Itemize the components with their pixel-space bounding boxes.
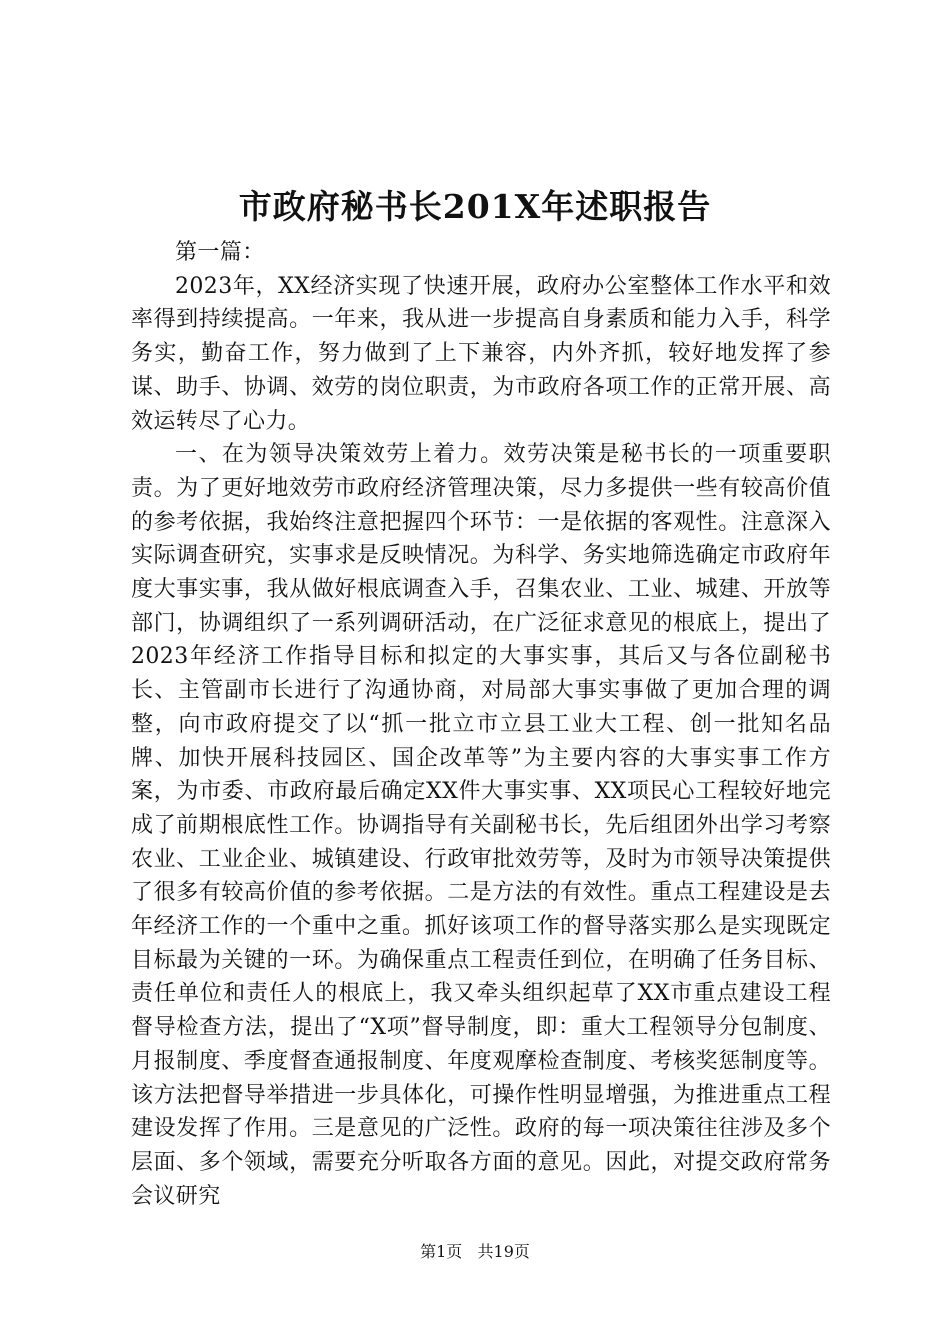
document-body <box>131 236 831 1213</box>
document-title: 市政府秘书长201X年述职报告 <box>238 187 712 226</box>
page-number: 第1页 <box>420 1242 463 1261</box>
page-footer <box>0 1241 950 1263</box>
section-heading: 第一篇： <box>175 240 265 265</box>
page-total: 共19页 <box>477 1242 530 1261</box>
paragraph-decision-service: 一、在为领导决策效劳上着力。效劳决策是秘书长的一项重要职责。为了更好地效劳市政府经济管理决策，尽力多提供一些有较高价值的参考依据，我始终注意把握四个环节：一是依据的客观性。注意深入实际调查研究，实事求是反映情况。为科学、务实地筛选确定市政府年度大事实事，我从做好根底调查入手，召集农业、工业、城建、开放等部门，协调组织了一系列调研活动，在广泛征求意见的根底上，提出了2023年经济工作指导目标和拟定的大事实事，其后又与各位副秘书长、主管副市长进行了沟通协商，对局部大事实事做了更加合理的调整，向市政府提交了以“抓一批立市立县工业大工程、创一批知名品牌、加快开展科技园区、国企改革等”为主要内容的大事实事工作方案，为市委、市政府最后确定XX件大事实事、XX项民心工程较好地完成了前期根底性工作。协调指导有关副秘书长，先后组团外出学习考察农业、工业企业、城镇建设、行政审批效劳等，及时为市领导决策提供了很多有较高价值的参考依据。二是方法的有效性。重点工程建设是去年经济工作的一个重中之重。抓好该项工作的督导落实那么是实现既定目标最为关键的一环。为确保重点工程责任到位，在明确了任务目标、责任单位和责任人的根底上，我又牵头组织起草了XX市重点建设工程督导检查方法，提出了“X项”督导制度，即：重大工程领导分包制度、月报制度、季度督查通报制度、年度观摩检查制度、考核奖惩制度等。该方法把督导举措进一步具体化，可操作性明显增强，为推进重点工程建设发挥了作用。三是意见的广泛性。政府的每一项决策往往涉及多个层面、多个领域，需要充分听取各方面的意见。因此，对提交政府常务会议研究 <box>131 442 831 1209</box>
page-separator <box>467 1242 472 1261</box>
paragraph-intro: 2023年，XX经济实现了快速开展，政府办公室整体工作水平和效率得到持续提高。一年来，我从进一步提高自身素质和能力入手，科学务实，勤奋工作，努力做到了上下兼容，内外齐抓，较好地发挥了参谋、助手、协调、效劳的岗位职责，为市政府各项工作的正常开展、高效运转尽了心力。 <box>131 273 831 434</box>
